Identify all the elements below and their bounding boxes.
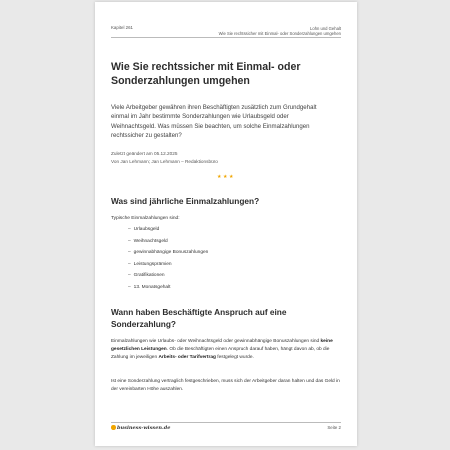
list-item: – Leistungsprämien — [128, 262, 208, 274]
list-item: – 13. Monatsgehalt — [128, 285, 208, 297]
page-title: Wie Sie rechtssicher mit Einmal- oder Sonderzahlungen umgehen — [111, 61, 301, 87]
list-item: – Weihnachtsgeld — [128, 239, 208, 251]
list-item: – Urlaubsgeld — [128, 227, 208, 239]
header-chapter: Kapitel 261 — [111, 25, 133, 30]
list-lead: Typische Einmalzahlungen sind: — [111, 216, 180, 221]
footer-logo: business-wissen.de — [111, 425, 170, 431]
separator-stars: ★★★ — [217, 174, 235, 180]
section-heading-anspruch: Wann haben Beschäftigte Anspruch auf eine Sonderzahlung? — [111, 307, 287, 329]
list-item: – gewinnabhängige Bonuszahlungen — [128, 250, 208, 262]
bold-keine-leistungen: keine gesetzlichen Leistungen — [111, 339, 333, 353]
bold-arbeitsvertrag: Arbeits- oder Tarifvertrag — [158, 355, 216, 361]
header-right — [219, 26, 341, 37]
anspruch-paragraph: Einmalzahlungen wie Urlaubs- oder Weihnachtsgeld oder gewinnabhängige Bonuszahlungen sind keine gesetzlichen Leistungen. Ob die Beschäftigten einen Anspruch darauf haben, hängt davon ab, ob die Zahlung im jeweiligen Arbeits- oder Tarifvertrag festgelegt wurde. — [111, 339, 333, 361]
updated-date: Zuletzt geändert am 05.12.2025 — [111, 151, 178, 156]
header-section: Lohn und Gehalt — [310, 26, 341, 31]
list-item: – Gratifikationen — [128, 273, 208, 285]
vertrag-paragraph: Ist eine Sonderzahlung vertraglich festgeschrieben, muss sich der Arbeitgeber daran halten und das Geld in der vereinbarten Höhe auszahlen. — [111, 379, 340, 393]
page-number: Seite 2 — [327, 425, 341, 430]
header-divider — [111, 37, 341, 38]
section-heading-einmalzahlungen: Was sind jährliche Einmalzahlungen? — [111, 196, 260, 206]
header-subtitle: Wie Sie rechtssicher mit Einmal- oder Sonderzahlungen umgehen — [218, 31, 341, 37]
footer-divider — [111, 422, 341, 423]
payment-types-list — [128, 227, 208, 296]
document-page — [95, 2, 357, 446]
logo-dot-icon — [111, 425, 116, 430]
intro-paragraph: Viele Arbeitgeber gewähren ihren Beschäftigten zusätzlich zum Grundgehalt einmal im Jahr bestimmte Sonderzahlungen wie Urlaubsgeld oder Weihnachtsgeld. Was müssen Sie beachten, um solche Einmalzahlungen rechtssicher zu gestalten? — [111, 104, 317, 139]
author-line: Von Jan Lehmann; Jan Lehmann – Redaktionsbüro — [111, 159, 218, 164]
